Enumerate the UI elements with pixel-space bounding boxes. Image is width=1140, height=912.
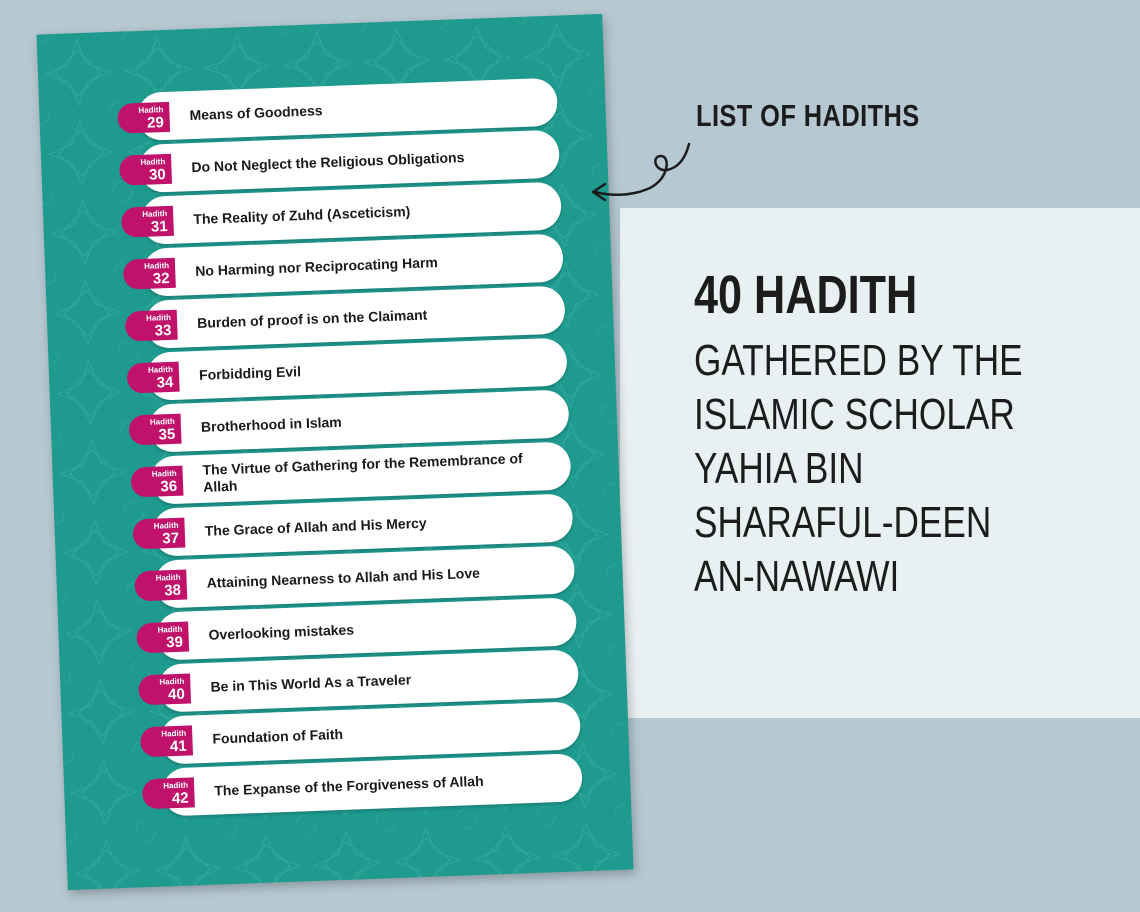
subtitle-line: SHARAFUL-DEEN bbox=[694, 498, 992, 547]
hadith-tag-label: Hadith bbox=[163, 780, 189, 791]
hadith-number-tag bbox=[119, 154, 172, 186]
hadith-number-tag bbox=[134, 570, 187, 602]
hadith-number-tag bbox=[130, 466, 183, 498]
hadith-tag-label: Hadith bbox=[140, 157, 166, 167]
hadith-title: Attaining Nearness to Allah and His Love bbox=[206, 564, 481, 591]
hadith-title: Be in This World As a Traveler bbox=[210, 670, 412, 695]
hadith-number: 42 bbox=[171, 789, 189, 808]
hadith-number: 32 bbox=[152, 269, 170, 288]
hadith-number-tag bbox=[129, 414, 182, 446]
hadith-number: 31 bbox=[150, 217, 168, 236]
hadith-tag-label: Hadith bbox=[155, 572, 181, 583]
hadith-title: Forbidding Evil bbox=[198, 362, 302, 383]
hadith-number-tag bbox=[127, 362, 180, 394]
hadith-number: 37 bbox=[162, 529, 180, 548]
hadith-title: Brotherhood in Islam bbox=[200, 413, 342, 435]
hadith-number: 39 bbox=[165, 633, 184, 652]
hadith-title: Foundation of Faith bbox=[212, 725, 344, 747]
hadith-number: 30 bbox=[148, 166, 167, 184]
collection-subtitle bbox=[694, 334, 1030, 604]
hadith-number-tag bbox=[121, 206, 174, 238]
hadith-title: No Harming nor Reciprocating Harm bbox=[194, 253, 439, 279]
hadith-title: Means of Goodness bbox=[189, 101, 323, 123]
hadith-number: 36 bbox=[160, 477, 178, 496]
hadith-number-tag bbox=[132, 518, 185, 550]
hadith-number: 38 bbox=[163, 581, 182, 600]
hadith-number-tag bbox=[117, 102, 170, 134]
hadith-title: The Expanse of the Forgiveness of Allah bbox=[214, 772, 484, 799]
hadith-title: Burden of proof is on the Claimant bbox=[196, 306, 428, 331]
subtitle-line: AN-NAWAWI bbox=[694, 552, 900, 601]
hadith-tag-label: Hadith bbox=[138, 105, 164, 115]
collection-title: 40 HADITH bbox=[694, 265, 918, 325]
hadith-number: 29 bbox=[146, 114, 165, 132]
hadith-title: The Virtue of Gathering for the Remembrance of Allah bbox=[202, 450, 523, 495]
hadith-tag-label: Hadith bbox=[147, 364, 174, 375]
hadith-number-tag bbox=[140, 725, 193, 757]
hadith-tag-label: Hadith bbox=[157, 624, 183, 635]
hadith-title: Overlooking mistakes bbox=[208, 620, 355, 643]
curved-arrow-icon bbox=[585, 130, 705, 220]
hadith-number-tag bbox=[123, 258, 176, 290]
hadith-title: The Grace of Allah and His Mercy bbox=[204, 514, 427, 539]
hadith-title: Do Not Neglect the Religious Obligations bbox=[191, 148, 465, 175]
list-callout-label: LIST OF HADITHS bbox=[696, 98, 920, 133]
subtitle-line: YAHIA BIN bbox=[694, 444, 864, 493]
hadith-tag-label: Hadith bbox=[153, 520, 179, 531]
subtitle-line: GATHERED BY THE bbox=[694, 336, 1023, 385]
hadith-tag-label: Hadith bbox=[142, 208, 168, 219]
hadith-number-tag bbox=[138, 673, 191, 705]
hadith-number: 41 bbox=[169, 737, 187, 756]
hadith-tag-label: Hadith bbox=[159, 676, 185, 687]
hadith-number-tag bbox=[125, 310, 178, 342]
subtitle-line: ISLAMIC SCHOLAR bbox=[694, 390, 1015, 439]
hadith-tag-label: Hadith bbox=[149, 416, 175, 427]
hadith-list bbox=[117, 78, 583, 822]
hadith-tag-label: Hadith bbox=[151, 468, 177, 479]
hadith-tag-label: Hadith bbox=[145, 312, 172, 323]
hadith-number: 35 bbox=[158, 425, 176, 444]
hadith-title: The Reality of Zuhd (Asceticism) bbox=[193, 202, 411, 227]
hadith-tag-label: Hadith bbox=[144, 260, 170, 271]
hadith-number: 33 bbox=[154, 321, 172, 340]
hadith-tag-label: Hadith bbox=[161, 728, 187, 739]
hadith-number: 34 bbox=[156, 373, 174, 392]
hadith-list-poster bbox=[37, 14, 634, 890]
hadith-number-tag bbox=[142, 777, 195, 809]
hadith-number: 40 bbox=[167, 685, 186, 704]
hadith-number-tag bbox=[136, 621, 189, 653]
